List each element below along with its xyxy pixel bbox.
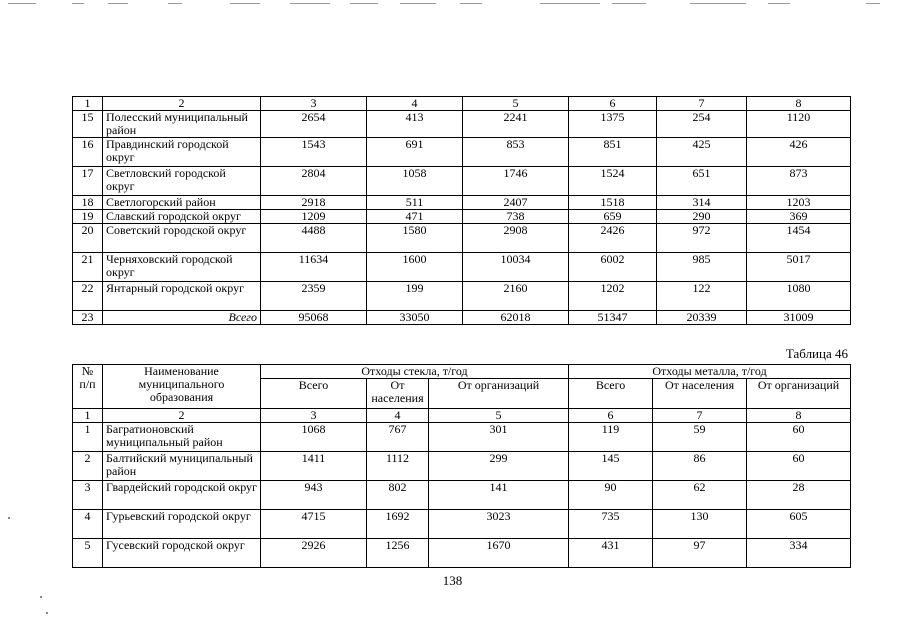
- cell-value: 141: [429, 481, 569, 510]
- cell-value: 2241: [463, 111, 569, 138]
- column-index-row: [73, 409, 851, 423]
- cell-value: 62018: [463, 311, 569, 325]
- cell-value: 2654: [261, 111, 367, 138]
- cell-value: 254: [657, 111, 747, 138]
- cell-value: 1375: [569, 111, 657, 138]
- cell-value: 3023: [429, 510, 569, 539]
- scan-edge-noise: [0, 0, 905, 10]
- cell-value: 2918: [261, 196, 367, 210]
- cell-value: 334: [747, 539, 851, 568]
- table-row: [73, 452, 851, 481]
- cell-value: 2359: [261, 282, 367, 311]
- cell-value: 86: [653, 452, 747, 481]
- cell-value: 2160: [463, 282, 569, 311]
- column-index: 3: [261, 409, 367, 423]
- cell-value: 97: [653, 539, 747, 568]
- cell-value: 1120: [747, 111, 851, 138]
- total-label: Всего: [103, 311, 261, 325]
- column-index: 1: [73, 97, 103, 111]
- cell-value: 59: [653, 423, 747, 452]
- column-index: 5: [463, 97, 569, 111]
- table-row: [73, 510, 851, 539]
- table-row: [73, 138, 851, 167]
- column-index: 8: [747, 409, 851, 423]
- table-row: [73, 167, 851, 196]
- cell-value: 33050: [367, 311, 463, 325]
- cell-value: 1692: [367, 510, 429, 539]
- cell-value: 2426: [569, 224, 657, 253]
- district-name: Багратионовский муниципальный район: [103, 423, 261, 452]
- row-number: 15: [73, 111, 103, 138]
- table-row: [73, 224, 851, 253]
- header-glass-organizations: От организаций: [429, 379, 569, 409]
- cell-value: 659: [569, 210, 657, 224]
- cell-value: 51347: [569, 311, 657, 325]
- column-index: 2: [103, 97, 261, 111]
- cell-value: 1112: [367, 452, 429, 481]
- table-row: [73, 539, 851, 568]
- row-number: 22: [73, 282, 103, 311]
- total-row: [73, 311, 851, 325]
- cell-value: 90: [569, 481, 653, 510]
- table-caption: Таблица 46: [785, 346, 848, 361]
- cell-value: 972: [657, 224, 747, 253]
- cell-value: 2407: [463, 196, 569, 210]
- row-number: 1: [73, 423, 103, 452]
- cell-value: 1068: [261, 423, 367, 452]
- column-index: 7: [653, 409, 747, 423]
- cell-value: 95068: [261, 311, 367, 325]
- cell-value: 301: [429, 423, 569, 452]
- district-name: Светлогорский район: [103, 196, 261, 210]
- cell-value: 985: [657, 253, 747, 282]
- column-index: 2: [103, 409, 261, 423]
- row-number: 3: [73, 481, 103, 510]
- scan-speck: [40, 596, 42, 598]
- cell-value: 1203: [747, 196, 851, 210]
- cell-value: 4715: [261, 510, 367, 539]
- table-row: [73, 481, 851, 510]
- header-glass-population: От населения: [367, 379, 429, 409]
- page-number: 138: [442, 573, 463, 588]
- cell-value: 802: [367, 481, 429, 510]
- cell-value: 413: [367, 111, 463, 138]
- header-glass-total: Всего: [261, 379, 367, 409]
- header-name: Наименование муниципального образования: [103, 365, 261, 409]
- cell-value: 1454: [747, 224, 851, 253]
- row-number: 16: [73, 138, 103, 167]
- cell-value: 431: [569, 539, 653, 568]
- district-name: Правдинский городской округ: [103, 138, 261, 167]
- header-glass-waste: Отходы стекла, т/год: [261, 365, 569, 379]
- header-metal-waste: Отходы металла, т/год: [569, 365, 851, 379]
- row-number: 23: [73, 311, 103, 325]
- cell-value: 1411: [261, 452, 367, 481]
- column-index: 1: [73, 409, 103, 423]
- row-number: 5: [73, 539, 103, 568]
- district-name: Черняховский городской округ: [103, 253, 261, 282]
- cell-value: 651: [657, 167, 747, 196]
- cell-value: 1058: [367, 167, 463, 196]
- cell-value: 60: [747, 423, 851, 452]
- column-index: 7: [657, 97, 747, 111]
- district-name: Советский городской округ: [103, 224, 261, 253]
- cell-value: 1256: [367, 539, 429, 568]
- cell-value: 426: [747, 138, 851, 167]
- waste-table-46: [72, 364, 851, 568]
- table-row: [73, 282, 851, 311]
- cell-value: 735: [569, 510, 653, 539]
- district-name: Гвардейский городской округ: [103, 481, 261, 510]
- cell-value: 425: [657, 138, 747, 167]
- cell-value: 4488: [261, 224, 367, 253]
- cell-value: 1746: [463, 167, 569, 196]
- cell-value: 471: [367, 210, 463, 224]
- scan-speck: [8, 517, 10, 519]
- column-index: 3: [261, 97, 367, 111]
- header-row: [73, 365, 851, 379]
- cell-value: 691: [367, 138, 463, 167]
- cell-value: 1518: [569, 196, 657, 210]
- row-number: 20: [73, 224, 103, 253]
- row-number: 4: [73, 510, 103, 539]
- cell-value: 130: [653, 510, 747, 539]
- cell-value: 28: [747, 481, 851, 510]
- row-number: 2: [73, 452, 103, 481]
- cell-value: 1580: [367, 224, 463, 253]
- district-name: Гурьевский городской округ: [103, 510, 261, 539]
- district-name: Светловский городской округ: [103, 167, 261, 196]
- cell-value: 20339: [657, 311, 747, 325]
- column-index: 6: [569, 97, 657, 111]
- scan-speck: [46, 612, 48, 614]
- table-row: [73, 196, 851, 210]
- row-number: 19: [73, 210, 103, 224]
- table-row: [73, 253, 851, 282]
- cell-value: 1670: [429, 539, 569, 568]
- cell-value: 314: [657, 196, 747, 210]
- district-name: Балтийский муниципальный район: [103, 452, 261, 481]
- cell-value: 2804: [261, 167, 367, 196]
- cell-value: 1209: [261, 210, 367, 224]
- waste-table-continuation: [72, 96, 851, 325]
- column-index: 6: [569, 409, 653, 423]
- cell-value: 369: [747, 210, 851, 224]
- cell-value: 62: [653, 481, 747, 510]
- table-row: [73, 111, 851, 138]
- cell-value: 122: [657, 282, 747, 311]
- cell-value: 853: [463, 138, 569, 167]
- column-index: 4: [367, 409, 429, 423]
- district-name: Славский городской округ: [103, 210, 261, 224]
- district-name: Полесский муниципальный район: [103, 111, 261, 138]
- header-metal-population: От населения: [653, 379, 747, 409]
- row-number: 17: [73, 167, 103, 196]
- cell-value: 851: [569, 138, 657, 167]
- header-metal-organizations: От организаций: [747, 379, 851, 409]
- cell-value: 605: [747, 510, 851, 539]
- header-metal-total: Всего: [569, 379, 653, 409]
- cell-value: 2926: [261, 539, 367, 568]
- cell-value: 1524: [569, 167, 657, 196]
- cell-value: 10034: [463, 253, 569, 282]
- table-row: [73, 210, 851, 224]
- cell-value: 60: [747, 452, 851, 481]
- cell-value: 119: [569, 423, 653, 452]
- row-number: 18: [73, 196, 103, 210]
- cell-value: 873: [747, 167, 851, 196]
- cell-value: 738: [463, 210, 569, 224]
- cell-value: 767: [367, 423, 429, 452]
- column-index: 8: [747, 97, 851, 111]
- cell-value: 1543: [261, 138, 367, 167]
- cell-value: 6002: [569, 253, 657, 282]
- header-number: № п/п: [73, 365, 103, 409]
- cell-value: 145: [569, 452, 653, 481]
- cell-value: 1600: [367, 253, 463, 282]
- column-index: 4: [367, 97, 463, 111]
- column-index-row: [73, 97, 851, 111]
- table-row: [73, 423, 851, 452]
- cell-value: 199: [367, 282, 463, 311]
- cell-value: 5017: [747, 253, 851, 282]
- cell-value: 290: [657, 210, 747, 224]
- district-name: Гусевский городской округ: [103, 539, 261, 568]
- district-name: Янтарный городской округ: [103, 282, 261, 311]
- column-index: 5: [429, 409, 569, 423]
- cell-value: 31009: [747, 311, 851, 325]
- cell-value: 11634: [261, 253, 367, 282]
- cell-value: 943: [261, 481, 367, 510]
- row-number: 21: [73, 253, 103, 282]
- cell-value: 1080: [747, 282, 851, 311]
- cell-value: 299: [429, 452, 569, 481]
- cell-value: 2908: [463, 224, 569, 253]
- cell-value: 1202: [569, 282, 657, 311]
- cell-value: 511: [367, 196, 463, 210]
